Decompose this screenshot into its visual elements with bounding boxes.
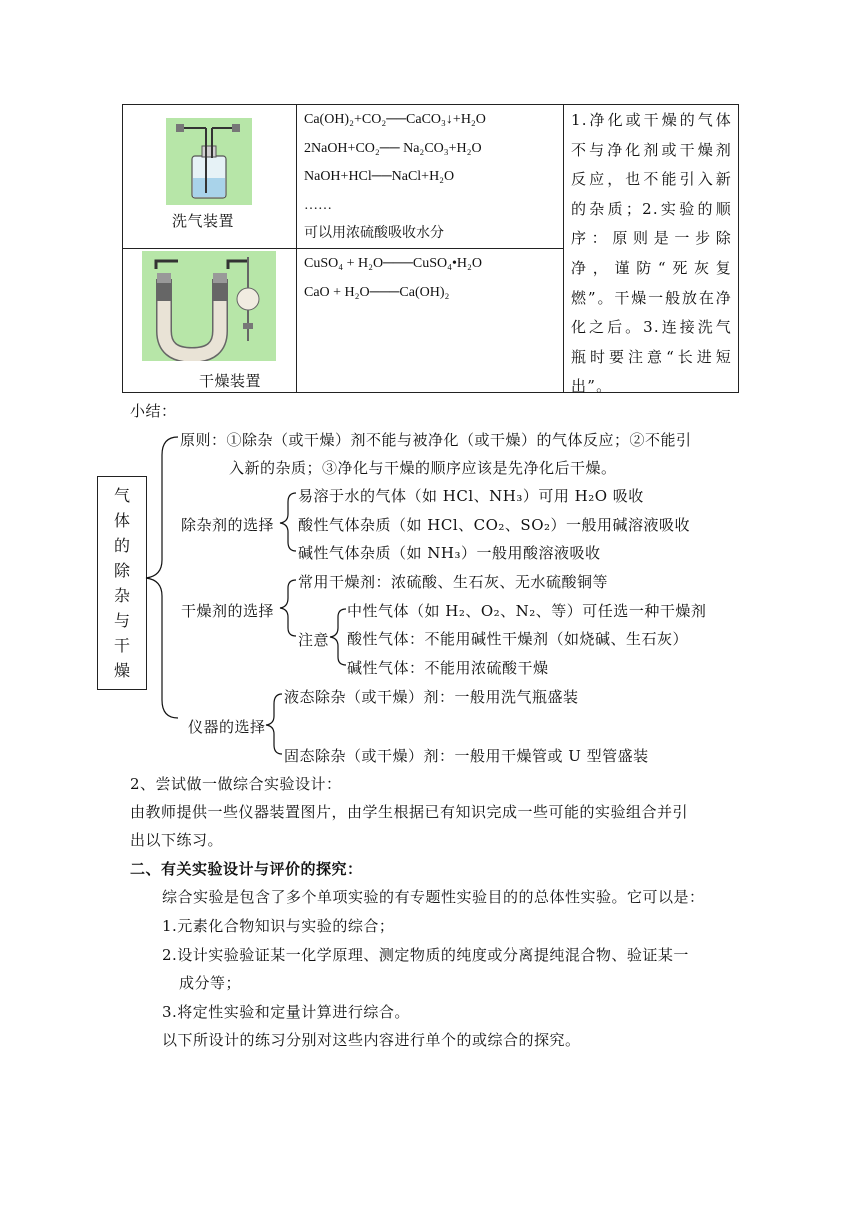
- equation-line: 2NaOH+CO₂── Na₂CO₃+H₂O: [304, 140, 482, 156]
- instrument-item: 固态除杂（或干燥）剂：一般用干燥管或 U 型管盛装: [284, 747, 649, 765]
- list-item-2-line2: 成分等；: [179, 974, 242, 992]
- attention-brace: [330, 609, 346, 665]
- list-item-1: 1.元素化合物知识与实验的综合；: [162, 917, 395, 935]
- instrument-label: 仪器的选择: [188, 718, 266, 736]
- title-char: 气: [113, 486, 130, 505]
- equation-line: 可以用浓硫酸吸收水分: [304, 226, 444, 241]
- impurity-item: 碱性气体杂质（如 NH₃）一般用酸溶液吸收: [298, 544, 601, 562]
- list-item-3: 3.将定性实验和定量计算进行综合。: [162, 1003, 410, 1021]
- paragraph-teacher-line1: 由教师提供一些仪器装置图片，由学生根据已有知识完成一些可能的实验组合并引: [130, 803, 689, 821]
- instrument-item: 液态除杂（或干燥）剂：一般用洗气瓶盛装: [284, 688, 579, 706]
- equation-line: CuSO₄ + H₂O───CuSO₄•H₂O: [304, 256, 482, 271]
- section-heading: 二、有关实验设计与评价的探究：: [130, 860, 363, 878]
- equation-line: Ca(OH)₂+CO₂──CaCO₃↓+H₂O: [304, 112, 486, 127]
- drying-common: 常用干燥剂：浓硫酸、生石灰、无水硫酸铜等: [298, 573, 609, 591]
- attention-item: 酸性气体：不能用碱性干燥剂（如烧碱、生石灰）: [347, 630, 689, 648]
- attention-label: 注意: [298, 631, 330, 649]
- attention-item: 碱性气体：不能用浓硫酸干燥: [347, 659, 549, 677]
- equation-line: NaOH+HCl──NaCl+H₂O: [304, 169, 455, 184]
- principle-line-2: 入新的杂质；③净化与干燥的顺序应该是先净化后干燥。: [229, 459, 617, 477]
- impurity-item: 易溶于水的气体（如 HCl、NH₃）可用 H₂O 吸收: [298, 487, 644, 505]
- row2-caption: 干燥装置: [199, 372, 262, 390]
- summary-heading: 小结：: [130, 402, 177, 420]
- title-char: 除: [113, 561, 130, 580]
- title-char: 体: [113, 511, 130, 530]
- equation-line: ……: [304, 197, 332, 213]
- paragraph-try: 2、尝试做一做综合实验设计：: [130, 775, 342, 793]
- impurity-item: 酸性气体杂质（如 HCl、CO₂、SO₂）一般用碱溶液吸收: [298, 516, 690, 534]
- main-brace: [146, 437, 178, 718]
- impurity-label: 除杂剂的选择: [181, 516, 275, 534]
- title-char: 干: [113, 636, 130, 655]
- attention-item: 中性气体（如 H₂、O₂、N₂、等）可任选一种干燥剂: [347, 602, 707, 620]
- equation-line: CaO + H₂O───Ca(OH)₂: [304, 284, 450, 300]
- drying-label: 干燥剂的选择: [181, 602, 275, 620]
- paragraph-teacher-line2: 出以下练习。: [130, 831, 224, 849]
- title-char: 燥: [113, 661, 130, 680]
- paragraph-last: 以下所设计的练习分别对这些内容进行单个的或综合的探究。: [162, 1031, 581, 1049]
- paragraph-intro: 综合实验是包含了多个单项实验的有专题性实验目的的总体性实验。它可以是：: [162, 888, 705, 906]
- drying-brace: [280, 580, 296, 636]
- title-char: 的: [113, 536, 130, 555]
- principle-line-1: 原则：①除杂（或干燥）剂不能与被净化（或干燥）的气体反应；②不能引: [180, 431, 692, 449]
- title-char: 与: [113, 611, 130, 630]
- title-char: 杂: [113, 586, 130, 605]
- impurity-brace: [280, 493, 296, 551]
- instrument-brace: [266, 694, 282, 754]
- list-item-2-line1: 2.设计实验验证某一化学原理、测定物质的纯度或分离提纯混合物、验证某一: [162, 946, 689, 964]
- row1-caption: 洗气装置: [172, 212, 235, 230]
- table-notes: 1.净化或干燥的气体不与净化剂或干燥剂反应，也不能引入新的杂质；2.实验的顺序：原则是一步除净，谨防“死灰复燃”。干燥一般放在净化之后。3.连接洗气瓶时要注意“长进短出”。: [571, 111, 732, 396]
